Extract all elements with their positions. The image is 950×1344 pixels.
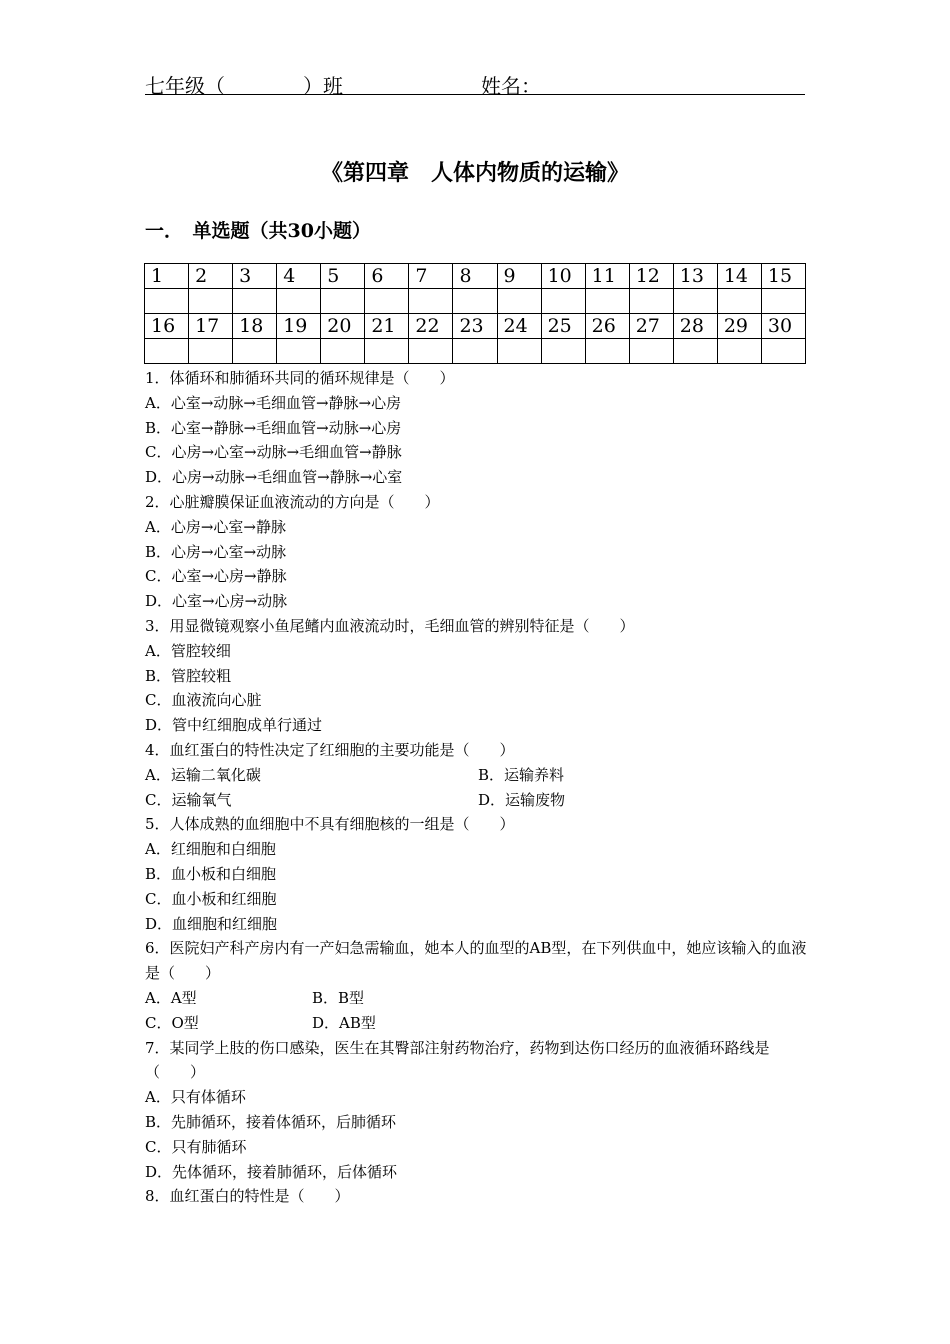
answer-cell[interactable]: [629, 289, 673, 314]
option: C．血液流向心脏: [145, 691, 262, 710]
option: D．血细胞和红细胞: [145, 914, 278, 933]
number-cell: 28: [673, 314, 717, 339]
option: C．O型: [145, 1013, 199, 1032]
option: B．心房→心室→动脉: [145, 542, 287, 561]
answer-cell[interactable]: [277, 339, 321, 364]
option: A．心室→动脉→毛细血管→静脉→心房: [145, 393, 402, 412]
page-title: 《第四章 人体内物质的运输》: [320, 160, 629, 186]
option: B．心室→静脉→毛细血管→动脉→心房: [145, 418, 402, 437]
number-cell: 4: [277, 264, 321, 289]
answer-blank-row: [145, 289, 806, 314]
option: C．心室→心房→静脉: [145, 567, 287, 586]
question-stem: 4．血红蛋白的特性决定了红细胞的主要功能是（ ）: [145, 740, 515, 759]
number-cell: 3: [233, 264, 277, 289]
answer-cell[interactable]: [233, 339, 277, 364]
answer-cell[interactable]: [365, 339, 409, 364]
option: B．B型: [312, 988, 365, 1007]
option: D．管中红细胞成单行通过: [145, 716, 323, 735]
number-cell: 16: [145, 314, 189, 339]
number-cell: 14: [717, 264, 761, 289]
number-cell: 29: [717, 314, 761, 339]
number-cell: 18: [233, 314, 277, 339]
option: C．只有肺循环: [145, 1137, 247, 1156]
option: C．血小板和红细胞: [145, 889, 277, 908]
number-cell: 21: [365, 314, 409, 339]
number-cell: 30: [761, 314, 805, 339]
answer-cell[interactable]: [629, 339, 673, 364]
option: A．只有体循环: [145, 1088, 246, 1107]
answer-cell[interactable]: [585, 339, 629, 364]
number-cell: 12: [629, 264, 673, 289]
option: B．管腔较粗: [145, 666, 232, 685]
option: A．管腔较细: [145, 641, 231, 660]
number-cell: 24: [497, 314, 541, 339]
number-cell: 20: [321, 314, 365, 339]
answer-number-row: [145, 314, 806, 339]
option: A．红细胞和白细胞: [145, 840, 276, 859]
question-stem: 2．心脏瓣膜保证血液流动的方向是（ ）: [145, 492, 440, 511]
answer-cell[interactable]: [145, 289, 189, 314]
number-cell: 17: [189, 314, 233, 339]
answer-cell[interactable]: [585, 289, 629, 314]
option: A．心房→心室→静脉: [145, 517, 286, 536]
number-cell: 2: [189, 264, 233, 289]
option: D．心房→动脉→毛细血管→静脉→心室: [145, 468, 403, 487]
answer-cell[interactable]: [277, 289, 321, 314]
answer-cell[interactable]: [321, 339, 365, 364]
question-stem: 7．某同学上肢的伤口感染，医生在其臀部注射药物治疗，药物到达伤口经历的血液循环路线是（ ）: [145, 1038, 770, 1082]
question-list: [145, 366, 810, 1209]
answer-cell[interactable]: [145, 339, 189, 364]
answer-cell[interactable]: [673, 339, 717, 364]
number-cell: 19: [277, 314, 321, 339]
option: D．运输废物: [478, 790, 566, 809]
option: D．先体循环，接着肺循环，后体循环: [145, 1162, 398, 1181]
answer-number-row: [145, 264, 806, 289]
number-cell: 13: [673, 264, 717, 289]
option: A．A型: [145, 988, 197, 1007]
number-cell: 10: [541, 264, 585, 289]
number-cell: 7: [409, 264, 453, 289]
answer-table: [144, 263, 806, 364]
student-info-header: [145, 66, 805, 98]
answer-cell[interactable]: [673, 289, 717, 314]
name-label: 姓名：: [481, 74, 541, 98]
option: D．心室→心房→动脉: [145, 592, 288, 611]
number-cell: 1: [145, 264, 189, 289]
number-cell: 23: [453, 314, 497, 339]
section-heading: 一． 单选题（共30小题）: [145, 220, 371, 242]
answer-cell[interactable]: [189, 339, 233, 364]
option: D．AB型: [312, 1013, 376, 1032]
answer-cell[interactable]: [497, 339, 541, 364]
number-cell: 22: [409, 314, 453, 339]
number-cell: 15: [761, 264, 805, 289]
option: B．血小板和白细胞: [145, 864, 277, 883]
answer-cell[interactable]: [365, 289, 409, 314]
answer-cell[interactable]: [233, 289, 277, 314]
option-pair: [145, 986, 810, 1011]
number-cell: 25: [541, 314, 585, 339]
number-cell: 27: [629, 314, 673, 339]
answer-cell[interactable]: [717, 339, 761, 364]
question-stem: 6．医院妇产科产房内有一产妇急需输血，她本人的血型的AB型，在下列供血中，她应该输入的血液是（ ）: [145, 939, 807, 983]
answer-cell[interactable]: [453, 339, 497, 364]
option-pair: [145, 788, 810, 813]
answer-cell[interactable]: [717, 289, 761, 314]
question-stem: 8．血红蛋白的特性是（ ）: [145, 1187, 350, 1206]
answer-blank-row: [145, 339, 806, 364]
question-stem: 3．用显微镜观察小鱼尾鳍内血液流动时，毛细血管的辨别特征是（ ）: [145, 616, 635, 635]
grade-label: 七年级（: [145, 74, 225, 98]
question-stem: 5．人体成熟的血细胞中不具有细胞核的一组是（ ）: [145, 815, 515, 834]
option: B．先肺循环，接着体循环，后肺循环: [145, 1112, 397, 1131]
answer-cell[interactable]: [541, 289, 585, 314]
number-cell: 26: [585, 314, 629, 339]
class-label: ）班: [303, 74, 343, 98]
number-cell: 11: [585, 264, 629, 289]
answer-cell[interactable]: [541, 339, 585, 364]
answer-cell[interactable]: [761, 289, 805, 314]
answer-cell[interactable]: [453, 289, 497, 314]
question-stem: 1．体循环和肺循环共同的循环规律是（ ）: [145, 369, 455, 387]
option: B．运输养料: [478, 765, 565, 784]
option: A．运输二氧化碳: [145, 765, 261, 784]
answer-cell[interactable]: [409, 289, 453, 314]
answer-cell[interactable]: [321, 289, 365, 314]
answer-cell[interactable]: [761, 339, 805, 364]
number-cell: 9: [497, 264, 541, 289]
option: C．运输氧气: [145, 790, 232, 809]
option: C．心房→心室→动脉→毛细血管→静脉: [145, 443, 402, 462]
option-pair: [145, 763, 810, 788]
answer-cell[interactable]: [497, 289, 541, 314]
number-cell: 6: [365, 264, 409, 289]
option-pair: [145, 1011, 810, 1036]
answer-cell[interactable]: [409, 339, 453, 364]
answer-cell[interactable]: [189, 289, 233, 314]
number-cell: 5: [321, 264, 365, 289]
number-cell: 8: [453, 264, 497, 289]
